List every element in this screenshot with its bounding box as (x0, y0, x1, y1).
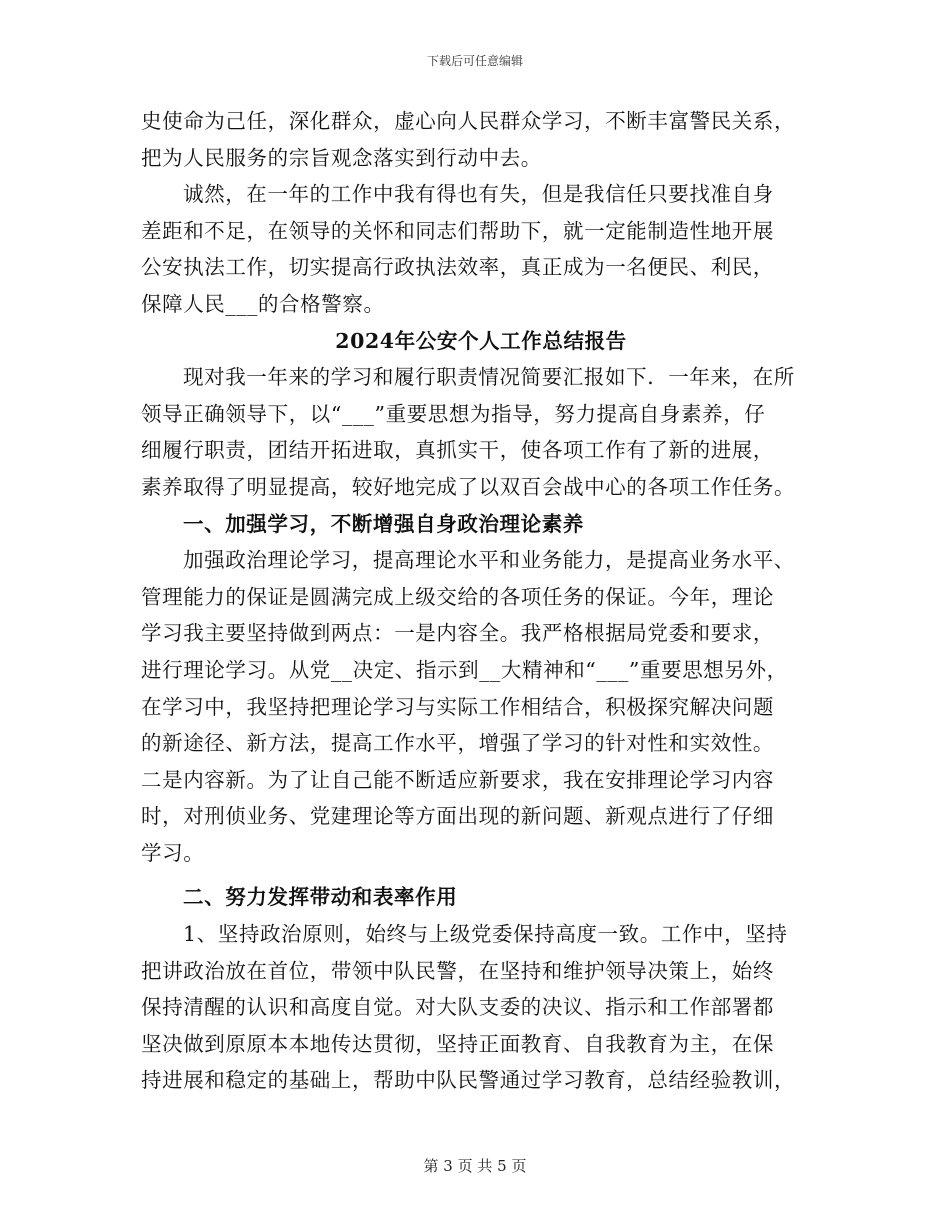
page-header: 下载后可任意编辑 (426, 54, 523, 68)
text-line: 保持清醒的认识和高度自觉。对大队支委的决议、指示和工作部署都 (141, 995, 774, 1020)
page-number: 第 3 页 共 5 页 (423, 1157, 527, 1175)
text-line: 史使命为己任，深化群众，虚心向人民群众学习，不断丰富警民关系， (141, 109, 796, 133)
text-line: 学习。 (141, 840, 205, 865)
text-line: 管理能力的保证是圆满完成上级交给的各项任务的保证。今年，理论 (141, 584, 774, 609)
text-line: 加强政治理论学习，提高理论水平和业务能力，是提高业务水平、 (183, 548, 795, 573)
section-heading: 二、努力发挥带动和表率作用 (183, 885, 458, 910)
text-line: 1、坚持政治原则，始终与上级党委保持高度一致。工作中，坚持 (183, 922, 788, 947)
text-line: 细履行职责，团结开拓进取，真抓实干，使各项工作有了新的进展， (141, 438, 774, 463)
text-line: 二是内容新。为了让自己能不断适应新要求，我在安排理论学习内容 (141, 767, 774, 792)
text-line: 差距和不足，在领导的关怀和同志们帮助下，就一定能制造性地开展 (141, 218, 774, 243)
document-title: 2024年公安个人工作总结报告 (335, 328, 627, 353)
text-line: 保障人民___的合格警察。 (141, 291, 385, 316)
text-line: 时，对刑侦业务、党建理论等方面出现的新问题、新观点进行了仔细 (141, 804, 774, 829)
text-line: 坚决做到原原本本地传达贯彻，坚持正面教育、自我教育为主，在保 (141, 1031, 774, 1056)
text-line: 进行理论学习。从党__决定、指示到__大精神和“___”重要思想另外， (141, 657, 788, 682)
text-line: 在学习中，我坚持把理论学习与实际工作相结合，积极探究解决问题 (141, 694, 774, 719)
text-line: 素养取得了明显提高，较好地完成了以双百会战中心的各项工作任务。 (141, 474, 796, 499)
text-line: 把为人民服务的宗旨观念落实到行动中去。 (141, 145, 542, 170)
section-heading: 一、加强学习，不断增强自身政治理论素养 (183, 511, 584, 536)
text-line: 诚然，在一年的工作中我有得也有失，但是我信任只要找准自身 (183, 182, 774, 207)
text-line: 持进展和稳定的基础上，帮助中队民警通过学习教育，总结经验教训， (141, 1068, 796, 1093)
text-line: 公安执法工作，切实提高行政执法效率，真正成为一名便民、利民， (141, 255, 774, 280)
text-line: 把讲政治放在首位，带领中队民警，在坚持和维护领导决策上，始终 (141, 958, 774, 983)
text-line: 现对我一年来的学习和履行职责情况简要汇报如下．一年来，在所 (183, 365, 795, 390)
text-line: 学习我主要坚持做到两点：一是内容全。我严格根据局党委和要求， (141, 621, 774, 646)
text-line: 的新途径、新方法，提高工作水平，增强了学习的针对性和实效性。 (141, 731, 774, 756)
text-line: 领导正确领导下，以“___”重要思想为指导，努力提高自身素养，仔 (141, 401, 766, 426)
document-body (141, 103, 821, 1099)
